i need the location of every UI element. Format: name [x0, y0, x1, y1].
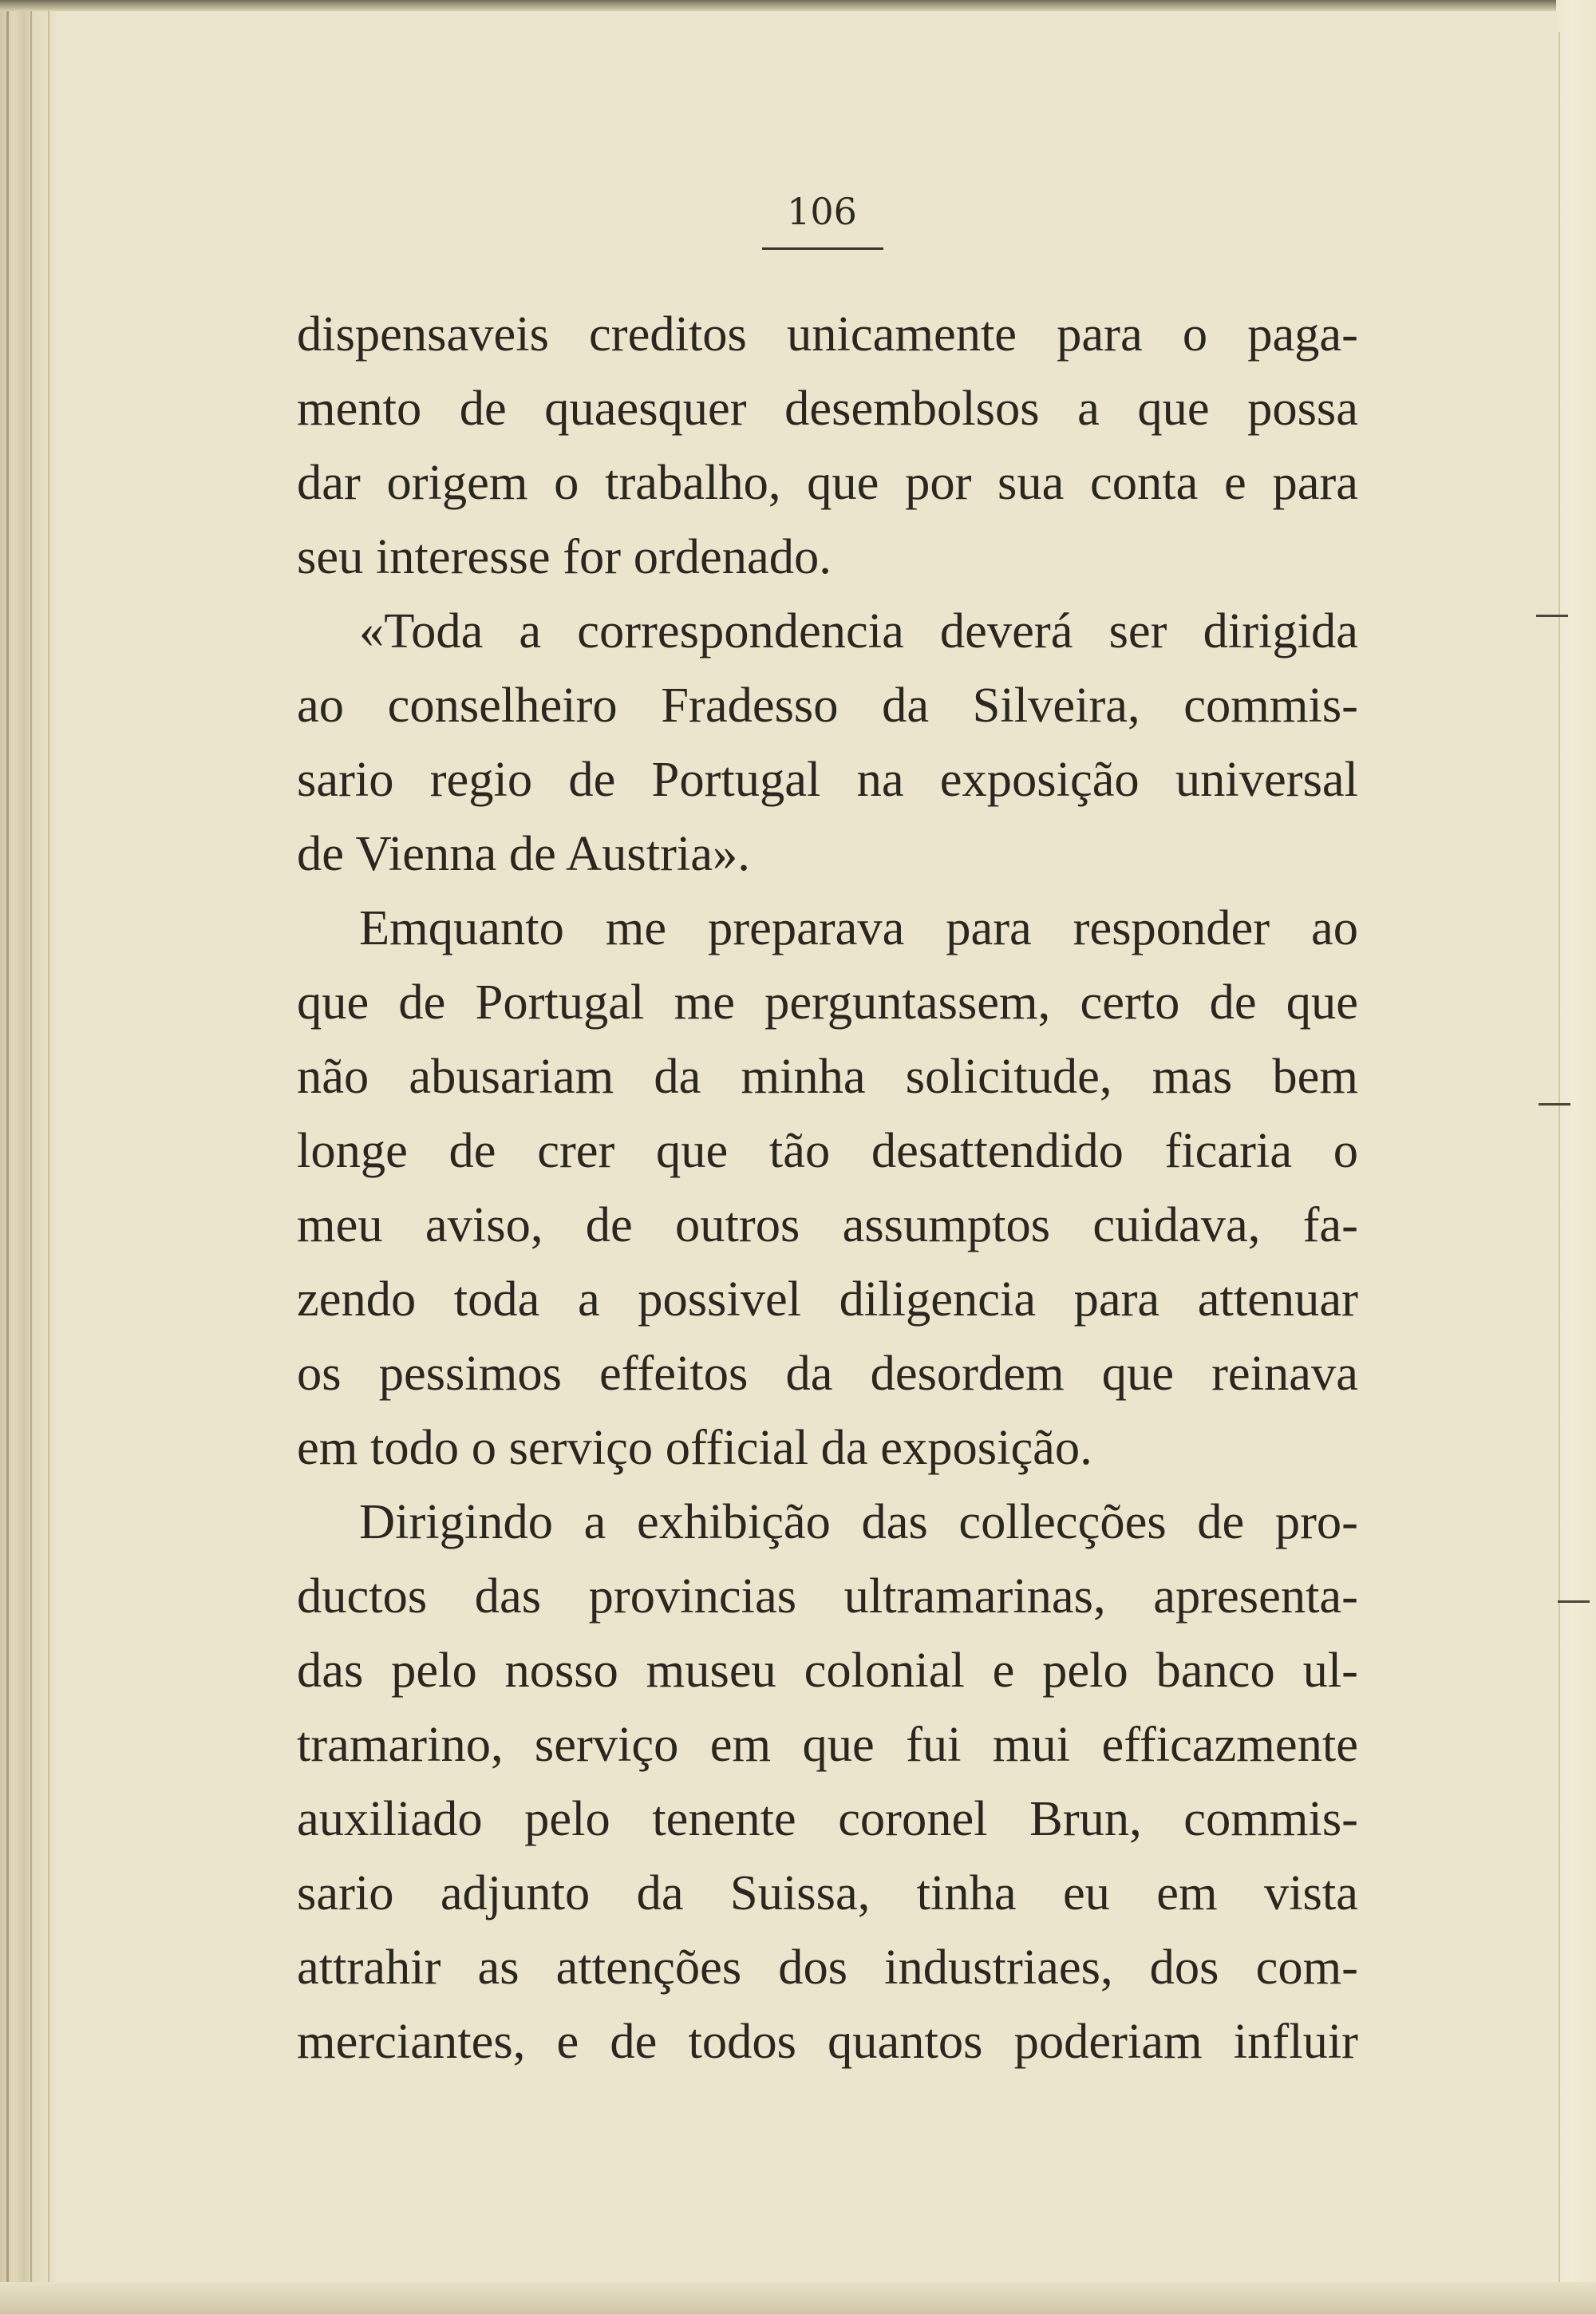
margin-tick-mark [1539, 1103, 1570, 1106]
text-line: dar origem o trabalho, que por sua conta e para [297, 454, 1358, 510]
text-line: meu aviso, de outros assumptos cuidava, fa- [297, 1197, 1358, 1252]
text-line: Dirigindo a exhibição das collecções de pro- [359, 1493, 1358, 1549]
margin-tick-mark [1558, 1600, 1590, 1603]
margin-tick-mark [1536, 615, 1568, 617]
text-line: não abusariam da minha solicitude, mas bem [297, 1048, 1358, 1104]
paragraph [297, 891, 1358, 1485]
binding-edge-line [48, 0, 49, 2314]
text-line: em todo o serviço official da exposição. [297, 1419, 1092, 1475]
text-line: attrahir as attenções dos industriaes, dos com- [297, 1939, 1358, 1995]
text-line: dispensaveis creditos unicamente para o paga- [297, 306, 1358, 362]
right-fold-line [1558, 32, 1560, 2283]
text-line: ao conselheiro Fradesso da Silveira, commis- [297, 677, 1358, 733]
binding-edge-line [30, 0, 32, 2314]
paragraph [297, 297, 1358, 594]
page-number-rule [762, 247, 883, 250]
paragraph [297, 1485, 1358, 2079]
text-line: «Toda a correspondencia deverá ser dirigida [359, 603, 1358, 659]
paragraph [297, 594, 1358, 891]
text-line: zendo toda a possivel diligencia para attenuar [297, 1271, 1358, 1327]
top-page-edge [0, 0, 1596, 11]
text-line: das pelo nosso museu colonial e pelo banco ul- [297, 1642, 1358, 1698]
text-line: sario regio de Portugal na exposição universal [297, 751, 1358, 807]
text-line: mento de quaesquer desembolsos a que possa [297, 380, 1358, 436]
text-line: merciantes, e de todos quantos poderiam influir [297, 2013, 1358, 2069]
text-line: de Vienna de Austria». [297, 825, 750, 881]
text-line: os pessimos effeitos da desordem que reinava [297, 1345, 1358, 1401]
page-number: 106 [787, 190, 857, 233]
text-line: auxiliado pelo tenente coronel Brun, commis- [297, 1790, 1358, 1846]
text-line: ductos das provincias ultramarinas, apresenta- [297, 1568, 1358, 1624]
body-text [297, 297, 1358, 2079]
text-line: Emquanto me preparava para responder ao [359, 900, 1358, 955]
text-line: sario adjunto da Suissa, tinha eu em vista [297, 1865, 1358, 1920]
binding-edge-line [6, 0, 9, 2314]
text-line: seu interesse for ordenado. [297, 528, 832, 584]
text-line: longe de crer que tão desattendido ficaria o [297, 1122, 1358, 1178]
bottom-page-edge [0, 2282, 1596, 2314]
text-line: tramarino, serviço em que fui mui efficazmente [297, 1716, 1358, 1772]
right-page-margin [1556, 0, 1596, 2314]
text-line: que de Portugal me perguntassem, certo de que [297, 974, 1358, 1030]
